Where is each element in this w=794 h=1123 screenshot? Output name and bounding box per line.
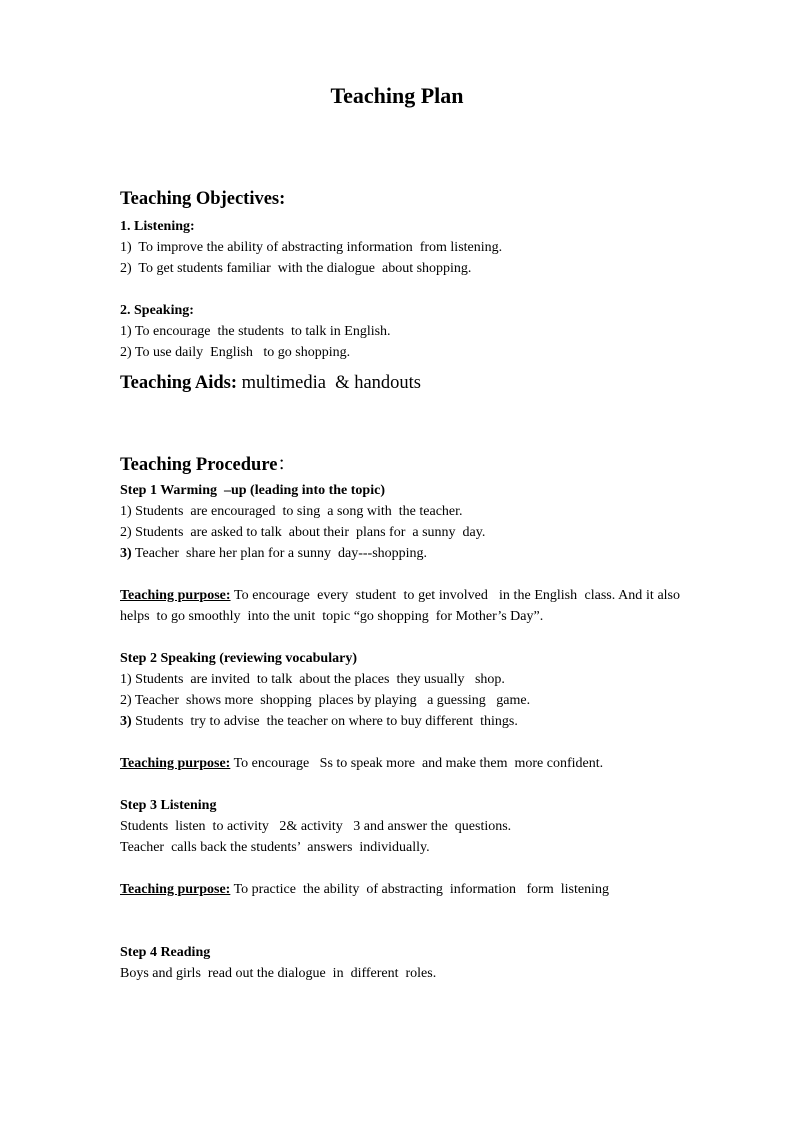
- objectives-heading: Teaching Objectives:: [120, 189, 286, 209]
- step1-heading: Step 1 Warming –up (leading into the topic): [120, 483, 385, 498]
- step2-heading: Step 2 Speaking (reviewing vocabulary): [120, 651, 357, 666]
- purpose-text: To practice the ability of abstracting information form listening: [230, 882, 609, 897]
- purpose-text: To encourage Ss to speak more and make them more confident.: [230, 756, 604, 771]
- speaking-item: 1) To encourage the students to talk in English.: [120, 324, 391, 339]
- purpose-label: Teaching purpose:: [120, 882, 231, 897]
- step3-item: Teacher calls back the students’ answers individually.: [120, 840, 430, 855]
- step1-purpose: [120, 585, 684, 627]
- procedure-colon: ：: [277, 455, 296, 475]
- purpose-text: To encourage every student to get involved in the English class. And it also helps to go smoothly into the unit topic “go shopping for Mother’s Day”.: [120, 588, 684, 624]
- aids-value: multimedia & handouts: [237, 373, 421, 393]
- item-number: 1): [120, 504, 132, 519]
- step3-item: Students listen to activity 2& activity 3 and answer the questions.: [120, 819, 512, 834]
- step2-purpose: [120, 753, 680, 774]
- listening-item: 1) To improve the ability of abstracting information from listening.: [120, 240, 503, 255]
- item-text: Teacher share her plan for a sunny day---shopping.: [131, 546, 428, 561]
- aids-label: Teaching Aids:: [120, 373, 238, 393]
- document-body: [120, 186, 684, 984]
- listening-heading: 1. Listening:: [120, 219, 195, 234]
- item-text: Students are encouraged to sing a song with the teacher.: [131, 504, 463, 519]
- procedure-heading-line: [120, 452, 680, 478]
- step2-item: [120, 711, 680, 732]
- item-text: Students are invited to talk about the places they usually shop.: [131, 672, 505, 687]
- step2-item: [120, 669, 680, 690]
- item-number: 3): [120, 714, 132, 729]
- purpose-label: Teaching purpose:: [120, 588, 231, 603]
- procedure-heading: Teaching Procedure: [120, 455, 278, 475]
- aids-line: [120, 370, 680, 396]
- item-text: Students are asked to talk about their plans for a sunny day.: [131, 525, 486, 540]
- step1-item: [120, 501, 680, 522]
- item-number: 2): [120, 525, 132, 540]
- step4-heading: Step 4 Reading: [120, 945, 211, 960]
- speaking-heading: 2. Speaking:: [120, 303, 194, 318]
- listening-item: 2) To get students familiar with the dialogue about shopping.: [120, 261, 472, 276]
- step2-item: [120, 690, 680, 711]
- item-number: 3): [120, 546, 132, 561]
- step3-purpose: [120, 879, 680, 900]
- speaking-item: 2) To use daily English to go shopping.: [120, 345, 351, 360]
- item-number: 1): [120, 672, 132, 687]
- purpose-label: Teaching purpose:: [120, 756, 231, 771]
- step1-item: [120, 522, 680, 543]
- item-text: Teacher shows more shopping places by playing a guessing game.: [131, 693, 531, 708]
- item-number: 2): [120, 693, 132, 708]
- page-title: Teaching Plan: [330, 83, 464, 108]
- step4-item: Boys and girls read out the dialogue in different roles.: [120, 966, 437, 981]
- step1-item: [120, 543, 680, 564]
- step3-heading: Step 3 Listening: [120, 798, 217, 813]
- item-text: Students try to advise the teacher on where to buy different things.: [131, 714, 518, 729]
